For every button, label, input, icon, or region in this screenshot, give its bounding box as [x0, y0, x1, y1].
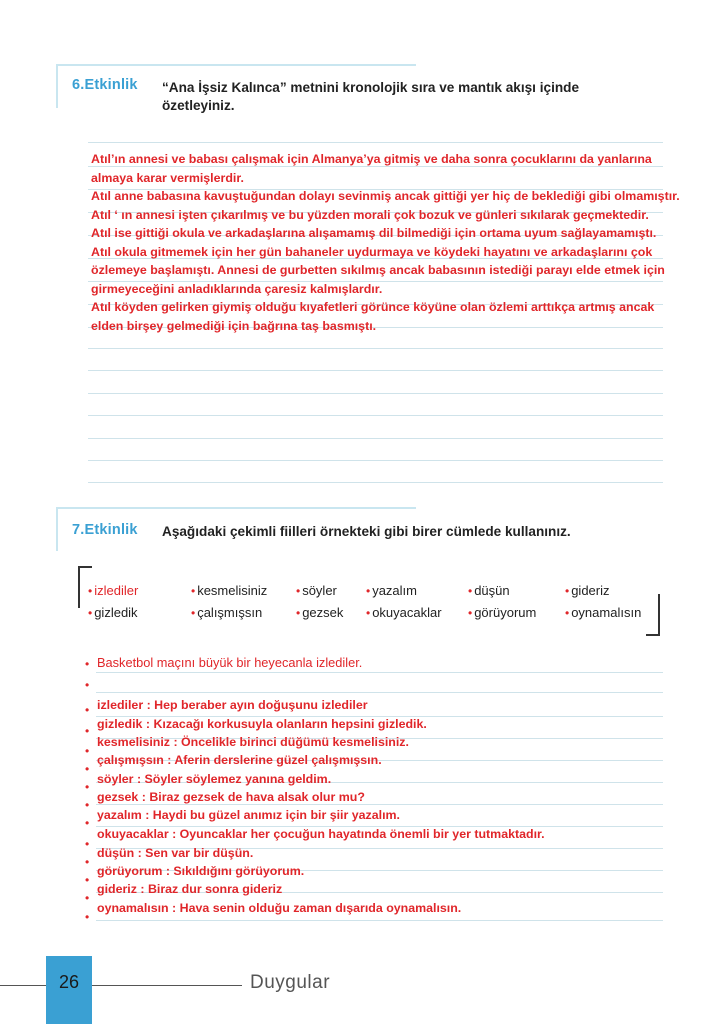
verb-item: • kesmelisiniz: [191, 583, 268, 598]
bullet-icon: •: [85, 816, 90, 830]
sentence-line: gideriz : Biraz dur sonra gideriz: [97, 882, 283, 896]
verb-item: • gideriz: [565, 583, 610, 598]
bullet-icon: •: [191, 606, 196, 620]
verb-item: • düşün: [468, 583, 510, 598]
sentence-line: düşün : Sen var bir düşün.: [97, 846, 254, 860]
sentence-line: kesmelisiniz : Öncelikle birinci düğümü kesmelisiniz.: [97, 735, 409, 749]
verb-item: • yazalım: [366, 583, 417, 598]
bullet-icon: •: [468, 606, 473, 620]
answer-line: Atıl okula gitmemek için her gün bahaneler uydurmaya ve köydeki hayatını ve arkadaşlarını çok: [91, 244, 653, 259]
verb-item: • okuyacaklar: [366, 605, 442, 620]
verb-item: • izlediler: [88, 583, 139, 598]
bullet-icon: •: [88, 606, 93, 620]
bullet-icon: •: [296, 584, 301, 598]
bullet-icon: •: [85, 798, 90, 812]
activity6-header-side: [56, 64, 58, 108]
answer-line: Atıl ‘ ın annesi işten çıkarılmış ve bu yüzden morali çok bozuk ve günleri sıkılarak geçmektedir.: [91, 207, 649, 222]
activity7-header-side: [56, 507, 58, 551]
answer-line: Atıl’ın annesi ve babası çalışmak için Almanya’ya gitmiş ve daha sonra çocuklarını da yanlarına: [91, 152, 652, 166]
activity6-answer-text: [91, 150, 691, 335]
bullet-icon: •: [85, 873, 90, 887]
bullet-icon: •: [85, 762, 90, 776]
activity6-label: 6.Etkinlik: [72, 77, 138, 93]
bullet-icon: •: [468, 584, 473, 598]
footer-line: [92, 985, 242, 986]
bullet-icon: •: [88, 584, 93, 598]
verb-item: • gizledik: [88, 605, 138, 620]
bullet-icon: •: [366, 584, 371, 598]
sentence-line: çalışmışsın : Aferin derslerine güzel çalışmışsın.: [97, 753, 382, 767]
page-number: 26: [58, 972, 80, 992]
bullet-icon: •: [85, 744, 90, 758]
answer-line: girmeyeceğini anladıklarında çaresiz kalmışlardır.: [91, 281, 383, 296]
answer-line: elden birşey gelmediği için bağrına taş basmıştı.: [91, 318, 377, 333]
bullet-icon: •: [85, 891, 90, 905]
bullet-icon: •: [85, 657, 90, 671]
activity7-instruction: Aşağıdaki çekimli fiilleri örnekteki gibi birer cümlede kullanınız.: [162, 524, 571, 539]
bullet-icon: •: [191, 584, 196, 598]
sentence-line: gezsek : Biraz gezsek de hava alsak olur mu?: [97, 790, 365, 804]
sentence-line: okuyacaklar : Oyuncaklar her çocuğun hayatında önemli bir yer tutmaktadır.: [97, 827, 545, 841]
bullet-icon: •: [296, 606, 301, 620]
sentence-line: oynamalısın : Hava senin olduğu zaman dışarıda oynamalısın.: [97, 901, 462, 915]
verb-item: • görüyorum: [468, 605, 537, 620]
activity6-instruction-line1: “Ana İşsiz Kalınca” metnini kronolojik sıra ve mantık akışı içinde: [162, 80, 580, 95]
answer-line: Atıl anne babasına kavuştuğundan dolayı sevinmiş ancak gittiği yer hiç de beklediği gibi olmamıştır.: [91, 189, 680, 203]
answer-line: özlemeye başlamıştı. Annesi de gurbetten sıkılmış ancak babasının istediği parayı elde etmek için: [91, 263, 665, 277]
activity7-label: 7.Etkinlik: [72, 522, 138, 538]
activity6-instruction-line2: özetleyiniz.: [162, 98, 235, 113]
answer-line: almaya karar vermişlerdir.: [91, 170, 244, 185]
sentence-line: görüyorum : Sıkıldığını görüyorum.: [97, 864, 305, 878]
verb-item: • söyler: [296, 583, 337, 598]
activity7-header-bar: [56, 507, 416, 509]
bullet-icon: •: [85, 678, 90, 692]
sentence-line: gizledik : Kızacağı korkusuyla olanların hepsini gizledik.: [97, 717, 427, 731]
bullet-icon: •: [366, 606, 371, 620]
unit-title: Duygular: [250, 972, 331, 993]
bullet-icon: •: [85, 724, 90, 738]
bullet-icon: •: [85, 855, 90, 869]
bullet-icon: •: [85, 837, 90, 851]
answer-line: Atıl ise gittiği okula ve arkadaşlarına alışamamış dil bilmediği için ortama uyum sağlayamamıştı.: [91, 226, 657, 240]
bullet-icon: •: [85, 703, 90, 717]
sentence-line: izlediler : Hep beraber ayın doğuşunu izlediler: [97, 698, 368, 712]
verb-item: • gezsek: [296, 605, 344, 620]
bullet-icon: •: [565, 606, 570, 620]
activity6-header-bar: [56, 64, 416, 66]
bullet-icon: •: [85, 910, 90, 924]
sentence-line: söyler : Söyler söylemez yanına geldim.: [97, 772, 332, 786]
footer-line-left: [0, 985, 46, 986]
bullet-icon: •: [565, 584, 570, 598]
verb-item: • oynamalısın: [565, 605, 642, 620]
sentence-line: yazalım : Haydi bu güzel anımız için bir şiir yazalım.: [97, 808, 400, 822]
verb-item: • çalışmışsın: [191, 605, 263, 620]
answer-line: Atıl köyden gelirken giymiş olduğu kıyafetleri görünce köyüne olan özlemi arttıkça artmış ancak: [91, 300, 655, 314]
example-sentence: Basketbol maçını büyük bir heyecanla izlediler.: [97, 655, 363, 670]
verb-list-bracket-right: [646, 594, 660, 636]
bullet-icon: •: [85, 780, 90, 794]
